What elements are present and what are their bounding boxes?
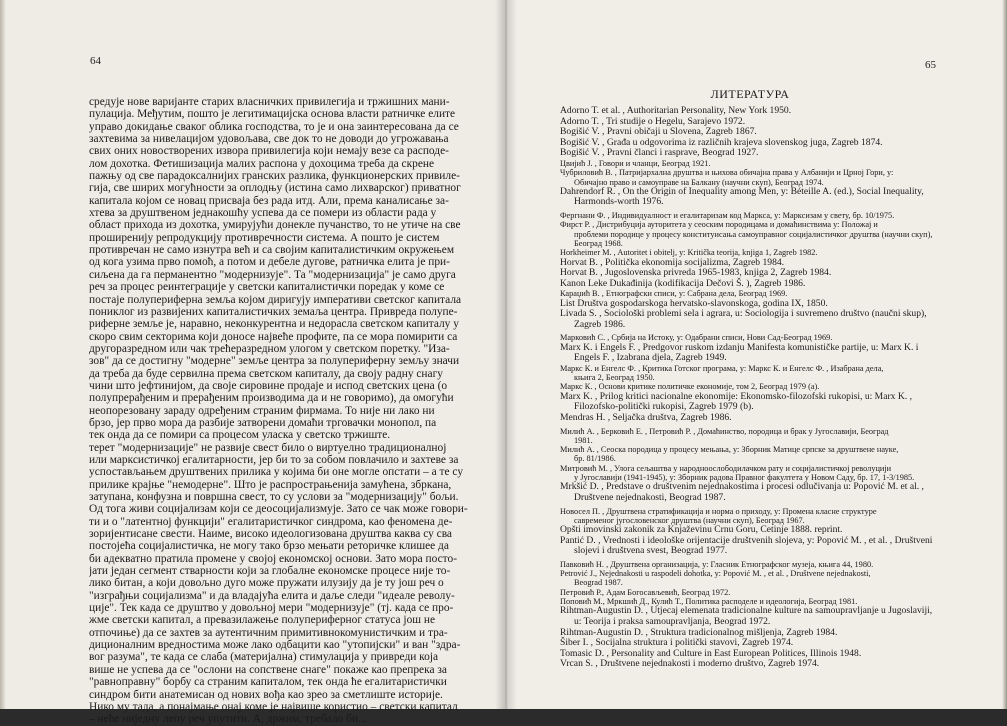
body-line: реч за процес реинтеграције у светски капиталистички поредак у коме се xyxy=(89,281,445,294)
body-line: синдром бити анатемисан од нових вођа као зрео за сметлиште историје. xyxy=(89,688,443,701)
bibliography-entry-text: Livada S. , Sociološki problemi sela i agrara, u: Sociologija i suvremeno društvo (naučni skup), xyxy=(560,308,927,320)
bibliography-entry-text: Милић А. , Сеоска породица у процесу мењања, у: Зборник Матице српске за друштвене науке, xyxy=(560,445,899,455)
bibliography-entry-continuation: Harmonds-worth 1976. xyxy=(574,196,664,208)
bibliography-entry-text: Rihtman-Augustin D. , Utjecaj elemenata tradicionalne kulture na samoupravljanje u Jugoslaviji, xyxy=(560,605,933,617)
body-line: неопорезовану зараду одређеним страним фирмама. То није ни лако ни xyxy=(89,404,435,417)
bibliography-entry xyxy=(560,606,940,627)
bibliography-entry xyxy=(560,187,940,208)
body-line: противречан не само изнутра већ и са својим капиталистичким окружењем xyxy=(89,244,455,257)
page-edge-right xyxy=(1002,0,1007,709)
bibliography-entry xyxy=(560,309,940,330)
body-line: "изграђњи социјализма" и да владајућа елита и даље следи "идеале револу- xyxy=(89,589,455,602)
bibliography-entry-text: Šiber I. , Socijalna struktura i politički stavovi, Zagreb 1974. xyxy=(560,637,794,649)
body-text xyxy=(89,96,473,726)
bibliography-entry-continuation: проблеми породице у процесу конституисања самоуправног социјалистичког друштва (научни скуп), Београд 1968. xyxy=(574,229,933,248)
bibliography-entry xyxy=(560,392,940,413)
page-edge-left xyxy=(0,0,6,709)
bibliography-entry-text: Павковић Н. , Друштвена организација, у: Гласник Етнографског музеја, књига 44, 1980. xyxy=(560,559,874,569)
body-line: прилике крајње "немодерне". Што је распрострањенија замућена, збркана, xyxy=(89,478,452,491)
book-gutter xyxy=(495,0,517,709)
body-line: захтевима за нивелацијом удовољава, све док то не доводи до угрожавања xyxy=(89,133,449,146)
body-line: Од тога живи социјализам који се деосоцијализмује. Зато се чак може говори- xyxy=(89,503,468,516)
bibliography-entry xyxy=(560,588,940,597)
body-line: пажњу од све парадоксалнијих гранских разлика, функционерских привиле- xyxy=(89,170,460,183)
bibliography-entry-text: Pantić D. , Vrednosti i ideološke orijentacije društvenih slojeva, у: Popović M. , et al. , Društveni xyxy=(560,534,933,546)
body-line: вог разума", те када се слаба (материјална) стимулација у привреди која xyxy=(89,651,439,664)
bibliography-entry xyxy=(560,482,940,503)
bibliography-entry-continuation: Zagreb 1986. xyxy=(574,318,626,330)
body-line: јати један сегмент стварности који за глобалне економске процесе није то- xyxy=(89,565,451,578)
body-line: хтева за друштвеном једнакошћу успева да се помери из области рада у xyxy=(89,207,437,220)
body-line: пулација. Међутим, пошто је легитимацијска основа власти ратничке елите xyxy=(89,108,456,121)
bibliography-entry-continuation: 1981. xyxy=(574,435,593,445)
bibliography-entry-continuation: Filozofsko-politički rukopisi, Zagreb 1979 (b). xyxy=(574,401,754,413)
bibliography-entry xyxy=(560,569,940,588)
body-line: зов" да се достигну "модерне" земље центра за полупериферну земљу значи xyxy=(89,355,460,368)
body-line: лом дохотка. Фетишизација малих распона у дохоцима треба да скрене xyxy=(89,157,435,170)
bibliography-entry xyxy=(560,427,940,446)
bibliography-entry-text: Opšti imovinski zakonik za Knjaževinu Crnu Goru, Cetinje 1888. reprint. xyxy=(560,524,843,536)
bibliography-entry xyxy=(560,413,940,424)
body-line: средује нове варијанте старих власничких привилегија и тржишних мани- xyxy=(89,96,450,108)
body-line: зоријентисане свести. Наиме, високо идеологизована друштва каква су сва xyxy=(89,528,452,541)
bibliography-entry-text: Милић А. , Берковић Е. , Петровић Р. , Домаћинство, породица и брак у Југославији, Београд xyxy=(560,426,889,436)
body-line: капитала којом се новац присваја без рада итд. Али, према каналисање за- xyxy=(89,194,449,207)
bibliography-entry-text: Kanon Leke Dukađinija (kodifikacija Dečovi Š. ), Zagreb 1986. xyxy=(560,277,806,289)
bibliography-entry xyxy=(560,220,940,248)
bibliography-entry-text: Чубриловић В. , Патријархална друштва и њихова обичајна права у Албанији и Црној Гори, у: xyxy=(560,168,894,178)
bibliography-heading: ЛИТЕРАТУРА xyxy=(710,87,790,101)
bibliography-entry-continuation: Обичајно право и самоуправе на Балкану (научни скуп), Београд 1974. xyxy=(574,177,824,187)
bibliography-entry-text: Цвијић Ј. , Говори и чланци, Београд 1921. xyxy=(560,158,711,168)
bibliography-entry-text: Tomasic D. , Personality and Culture in East European Politices, Illinois 1948. xyxy=(560,647,862,659)
bibliography-entry xyxy=(560,536,940,557)
bibliography-entry-continuation: књига 2, Београд 1950. xyxy=(574,373,655,383)
bibliography-entry-continuation: slojevi i društvena svest, Beograd 1977. xyxy=(574,545,728,557)
bibliography-entry-text: Фергнани Ф. , Индивидуалност и егалитаризам код Маркса, у: Марксизам у свету, бр. 10/1975. xyxy=(560,211,895,221)
body-line: жме светски капитал, а превазилажење полупериферног статуса још не xyxy=(89,614,436,627)
body-line: управо докидање сваког облика господства, то је и она заинтересована да се xyxy=(89,120,459,133)
body-line: скоро свим секторима који доносе највеће профите, па се мора помирити са xyxy=(89,330,458,343)
bibliography-entry-text: Маркс К. и Енгелс Ф. , Критика Готског програма, у: Маркс К. и Енгелс Ф. , Изабрана дела, xyxy=(560,363,884,373)
bibliography-entry-text: Митровић М. , Улога сељаштва у народноослободилачком рату и социјалистичкој револуцији xyxy=(560,463,892,473)
bibliography-entry-text: Bogišić V. , Građa u odgovorima iz različnih krajeva slovenskog juga, Zagreb 1874. xyxy=(560,136,883,148)
bibliography-entry-text: Petrović J., Nejednakosti u raspodeli dohotka, у: Popović M. , et al. , Društvene nejednakosti, xyxy=(560,569,871,579)
bibliography-entry xyxy=(560,279,940,290)
body-line: лико битан, а који довољно дуго може пружати илузију да је ту још реч о xyxy=(89,577,444,590)
bibliography-list xyxy=(560,106,940,670)
body-line: риферне земље је, наравно, неконкурентна и недорасла светском капиталу у xyxy=(89,318,459,331)
bibliography-entry-text: Horvat B. , Jugoslovenska privreda 1965-1983, knjiga 2, Zagreb 1984. xyxy=(560,267,832,279)
bibliography-entry xyxy=(560,464,940,483)
body-line: – неће ниједну лепу реч упутити. А, држим, требало би... xyxy=(89,713,367,726)
body-line: брзо, јер прво мора да разбије затворени домаћи трговачки монопол, па xyxy=(89,416,437,429)
body-line: чини што јефтинијом, да своје сировине продаје и испод светских цена (о xyxy=(89,379,448,392)
bibliography-entry xyxy=(560,445,940,464)
bibliography-entry xyxy=(560,343,940,364)
body-line: свих оних новостворених извора привилегија који немају везе са расподе- xyxy=(89,145,449,158)
bibliography-entry-text: Поповић М., Мркшић Д., Кулић Т., Политика расподеле и идеологија, Београд 1981. xyxy=(560,597,858,607)
bibliography-entry-text: Mendras H. , Seljačka društva, Zagreb 1986. xyxy=(560,411,732,423)
bibliography-entry-continuation: у Југославији (1941-1945), у: Зборник радова Правног факултета у Новом Саду, бр. 17, 1-3/1985. xyxy=(574,473,915,483)
bibliography-entry-text: Adorno T. et al. , Authoritarian Personality, New York 1950. xyxy=(560,105,792,116)
bibliography-entry-text: List Društva gospodarskoga hervatsko-slavonskoga, godina IX, 1850. xyxy=(560,297,828,309)
bibliography-entry-continuation: Engels F. , Izabrana djela, Zagreb 1949. xyxy=(574,352,727,364)
bibliography-entry-continuation: Beograd 1987. xyxy=(574,578,623,588)
body-line: гија, све ширих могућности за оплодњу (истина само лихварског) приватног xyxy=(89,182,461,195)
body-line: постаје полупериферна земља којом диригују императиви светског капитала xyxy=(89,293,462,306)
body-line: диционалним вредностима може лако одбацити као "утопијски" и ван "здра- xyxy=(89,639,461,652)
bibliography-entry-continuation: бр. 81/1986. xyxy=(574,454,616,464)
body-line: ције". Тек када се друштво у довољној мери "модернизује" (тј. када се про- xyxy=(89,602,454,615)
bibliography-entry-text: Bogišić V. , Pravni običaji u Slovena, Zagreb 1867. xyxy=(560,126,757,138)
bibliography-entry xyxy=(560,560,940,569)
bibliography-entry-text: Horkheimer M. , Autoritet i obitelj, у: Kritička teorija, knjiga 1, Zagreb 1982. xyxy=(560,248,818,258)
page-number-right: 65 xyxy=(925,59,936,71)
bibliography-entry-text: Adorno T. , Tri studije o Hegelu, Sarajevo 1972. xyxy=(560,115,746,127)
bibliography xyxy=(560,87,940,670)
bibliography-entry-text: Марковић С. , Србија на Истоку, у: Одабрани списи, Нови Сад-Београд 1969. xyxy=(560,333,833,343)
body-line: сиљена да га перманентно "модернизује". Та "модернизација" је само друга xyxy=(89,268,456,281)
body-line: затупана, конфузна и површна свест, то су услови за "модернизацију" бољи. xyxy=(89,491,459,503)
body-line: полупрерађеним и прерађеним производима да и не говоримо), да омогући xyxy=(89,392,454,405)
bibliography-entry xyxy=(560,659,940,670)
bibliography-entry xyxy=(560,364,940,383)
body-line: би адекватно пратила промене у својој економској основи. Зато мора посто- xyxy=(89,552,457,565)
bibliography-entry-text: Караџић В. , Етнографски списи, у: Сабрана дела, Београд 1969. xyxy=(560,289,788,299)
body-line: отпочиње) да се захтев за аутентичним примитивнокомунистичким и тра- xyxy=(89,626,448,639)
body-line: област прихода из дохотка, умирујући донекле пучанство, то не утиче на све xyxy=(89,219,461,232)
body-line: пониклог из развијених капиталистичких земаља центра. Привреда полупе- xyxy=(89,305,458,318)
bibliography-entry-continuation: u: Teorija i praksa samoupravljanja, Beograd 1972. xyxy=(574,615,771,627)
bibliography-entry-text: Петровић Р., Адам Богосављевић, Београд 1972. xyxy=(560,587,731,597)
bibliography-entry-text: Фирст Р. , Дистрибуција ауторитета у сеоским породицама и домаћинствима у: Положај и xyxy=(560,220,878,230)
body-line: терет "модернизације" не развије свест било о виртуелно традиционалној xyxy=(89,441,447,454)
body-line: од кога узима прво помоћ, а потом и дебеле дугове, ратничка елита је при- xyxy=(89,256,450,269)
bibliography-entry-text: Rihtman-Augustin D. , Struktura tradicionalnog mišljenja, Zagreb 1984. xyxy=(560,626,838,638)
body-line: Нико му тада, а понајмање онај коме је највише користио – светски капитал xyxy=(89,700,458,713)
bibliography-entry-text: Marx K. , Prilog kritici nacionalne ekonomije: Ekonomsko-filozofski rukopisi, u: Marx K. , xyxy=(560,390,912,402)
bibliography-entry-continuation: Društvene nejednakosti, Beograd 1987. xyxy=(574,491,726,503)
bibliography-entry-text: Dahrendorf R. , On the Origin of Inequality among Men, у: Béteille A. (ed.), Social Inequality, xyxy=(560,185,924,197)
body-line: више не успева да се "ослони на сопствене снаге" покаже као препрека за xyxy=(89,663,447,676)
bibliography-entry xyxy=(560,507,940,526)
bibliography-entry xyxy=(560,159,940,168)
body-line: да треба да буде сервилна према светском капиталу, да своју радну снагу xyxy=(89,367,443,380)
body-line: проширенију репродукцију противречности система. А пошто је систем xyxy=(89,231,440,244)
bibliography-entry xyxy=(560,211,940,220)
body-line: "равноправну" борбу са страним капиталом, тек онда ће егалитаристички xyxy=(89,676,447,689)
bibliography-entry-text: Bogišić V. , Pravni članci i rasprave, Beograd 1927. xyxy=(560,147,759,159)
bibliography-entry-text: Horvat B. , Politička ekonomija socijalizma, Zagreb 1984. xyxy=(560,256,785,268)
body-line: постојећа социјалистичка, не могу тако брзо мењати реторичке клишее да xyxy=(89,540,449,553)
bibliography-entry xyxy=(560,168,940,187)
body-line: успостављањем друштвених прилика у којима би оне могле опстати – а те су xyxy=(89,466,464,479)
bibliography-entry-continuation: савременог југословенског друштва (научни скуп), Београд 1967. xyxy=(574,515,805,525)
bibliography-entry-text: Vrcan S. , Društvene nejednakosti i moderno društvo, Zagreb 1974. xyxy=(560,658,820,670)
body-line: или марксистичкој егалитарности, јер би то за собом повлачило и захтеве за xyxy=(89,453,459,466)
bibliography-entry-text: Marx K. i Engels F. , Predgovor ruskom izdanju Manifesta komunističke partije, u: Marx K. i xyxy=(560,341,919,353)
body-line: другоразредном или чак трећеразредном улогом у светском поретку. "Иза- xyxy=(89,342,450,355)
body-line: ти и о "латентној функцији" егалитаристичког синдрома, као феномена де- xyxy=(89,515,453,528)
bibliography-entry-text: Новосел П. , Друштвена стратификација и норма о приходу, у: Промена класне структуре xyxy=(560,506,877,516)
bibliography-entry xyxy=(560,148,940,159)
bibliography-entry-text: Mrkšić D. , Predstave o društvenim nejednakostima i procesi odlučivanja u: Popović M. et al. , xyxy=(560,481,924,493)
body-line: тек онда да се помири са процесом уласка у светско тржиште. xyxy=(89,429,391,442)
bibliography-entry-text: Маркс К. , Основи критике политичке економије, том 2, Београд 1979 (а). xyxy=(560,382,820,392)
page-number-left: 64 xyxy=(90,55,101,67)
